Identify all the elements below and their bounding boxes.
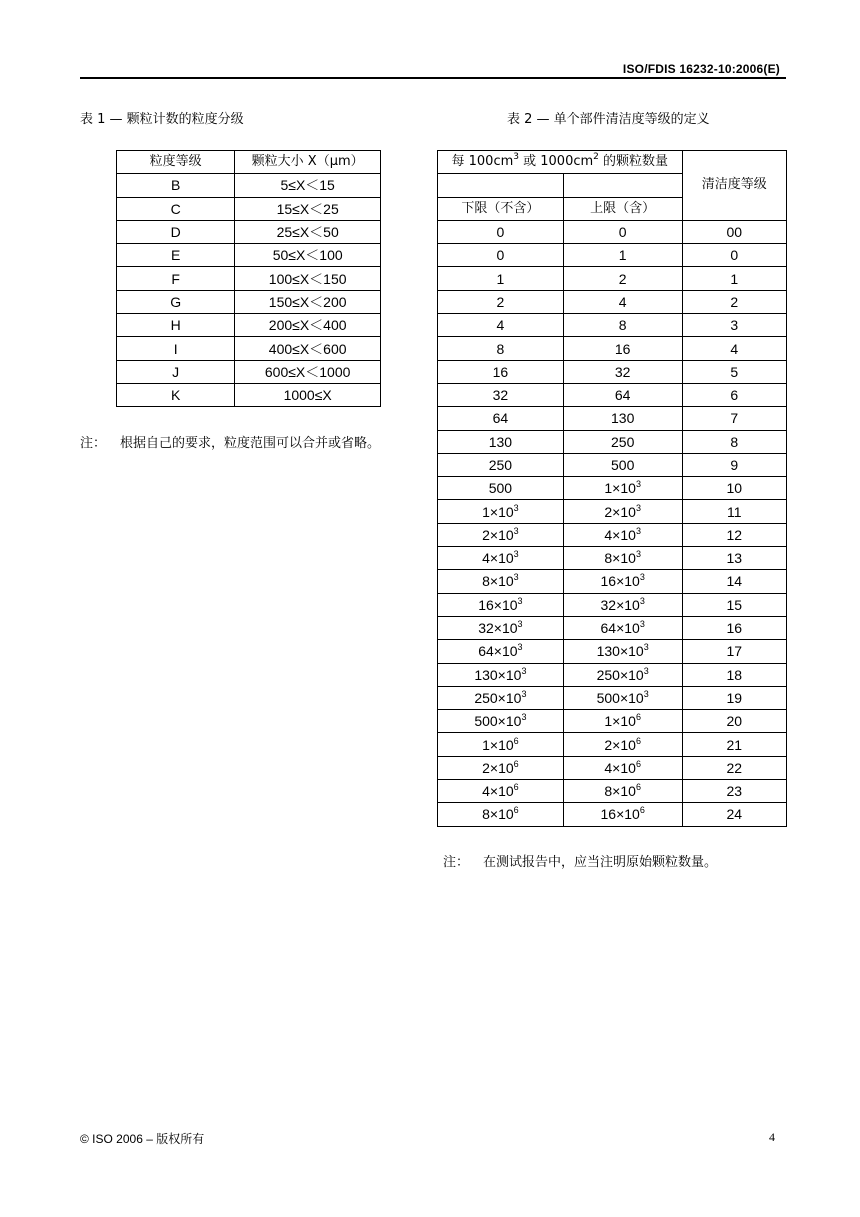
upper-limit-cell bbox=[563, 453, 682, 476]
table2-note-label: 注： bbox=[443, 855, 470, 870]
lower-limit-cell-value: 500 bbox=[488, 480, 513, 497]
table-row bbox=[117, 174, 381, 197]
lower-limit-cell-value: 16 bbox=[492, 363, 509, 380]
upper-limit-cell-exponent: 6 bbox=[635, 782, 641, 793]
cleanliness-level-cell-value: 13 bbox=[726, 550, 743, 567]
lower-limit-cell-exponent: 3 bbox=[517, 595, 523, 606]
upper-limit-cell-exponent: 6 bbox=[639, 805, 645, 816]
lower-limit-cell-value: 1 bbox=[496, 270, 505, 287]
size-class-cell: B bbox=[117, 174, 235, 197]
cleanliness-level-cell bbox=[682, 686, 786, 709]
cleanliness-level-cell bbox=[682, 640, 786, 663]
upper-limit-cell bbox=[563, 593, 682, 616]
upper-limit-cell bbox=[563, 803, 682, 826]
lower-limit-cell-value: 2×10 bbox=[482, 759, 514, 776]
table2-header-lower: 下限（不含） bbox=[438, 197, 564, 220]
table1-note bbox=[80, 432, 380, 451]
lower-limit-cell bbox=[438, 453, 564, 476]
table-row bbox=[438, 500, 787, 523]
lower-limit-cell-value: 4 bbox=[496, 317, 505, 334]
table-row bbox=[117, 197, 381, 220]
lower-limit-cell-value: 32×10 bbox=[478, 620, 518, 637]
count-header-pre: 每 100cm bbox=[451, 154, 514, 170]
lower-limit-cell-value: 500×10 bbox=[474, 713, 522, 730]
cleanliness-level-cell bbox=[682, 663, 786, 686]
table2-header-blank-a bbox=[438, 174, 564, 197]
lower-limit-cell-exponent: 3 bbox=[521, 688, 527, 699]
lower-limit-cell-value: 8×10 bbox=[482, 806, 514, 823]
upper-limit-cell-value: 16×10 bbox=[600, 806, 640, 823]
table-row bbox=[438, 244, 787, 267]
table1-header-class: 粒度等级 bbox=[117, 151, 235, 174]
lower-limit-cell-exponent: 3 bbox=[517, 619, 523, 630]
cleanliness-level-cell-value: 24 bbox=[726, 806, 743, 823]
count-header-mid: 或 1000cm bbox=[519, 154, 594, 170]
cleanliness-level-cell-value: 19 bbox=[726, 689, 743, 706]
cleanliness-level-cell-value: 9 bbox=[730, 457, 739, 473]
table-row bbox=[438, 383, 787, 406]
upper-limit-cell-value: 500 bbox=[611, 457, 635, 473]
lower-limit-cell-value: 1×10 bbox=[482, 736, 514, 753]
lower-limit-cell-exponent: 6 bbox=[513, 782, 519, 793]
upper-limit-cell-value: 8×10 bbox=[604, 783, 636, 800]
cleanliness-level-cell-value: 1 bbox=[730, 270, 739, 287]
table-row bbox=[438, 477, 787, 500]
upper-limit-cell-value: 250 bbox=[611, 433, 635, 450]
lower-limit-cell-value: 4×10 bbox=[482, 783, 514, 800]
size-range-cell: 600≤X＜1000 bbox=[235, 360, 381, 383]
lower-limit-cell bbox=[438, 477, 564, 500]
size-range-cell: 15≤X＜25 bbox=[235, 197, 381, 220]
table-row bbox=[117, 360, 381, 383]
upper-limit-cell-value: 32×10 bbox=[600, 596, 640, 613]
cleanliness-level-cell-value: 8 bbox=[730, 433, 739, 450]
lower-limit-cell bbox=[438, 314, 564, 337]
upper-limit-cell-value: 4×10 bbox=[604, 759, 636, 776]
upper-limit-cell-value: 2×10 bbox=[604, 503, 636, 520]
lower-limit-cell-value: 250×10 bbox=[474, 689, 522, 706]
upper-limit-cell-value: 8 bbox=[618, 317, 627, 334]
upper-limit-cell-value: 8×10 bbox=[604, 550, 636, 567]
upper-limit-cell-value: 64 bbox=[614, 387, 631, 404]
upper-limit-cell bbox=[563, 267, 682, 290]
upper-limit-cell bbox=[563, 663, 682, 686]
upper-limit-cell bbox=[563, 686, 682, 709]
cleanliness-level-cell bbox=[682, 477, 786, 500]
table-row bbox=[438, 267, 787, 290]
upper-limit-cell-value: 130 bbox=[611, 410, 635, 427]
upper-limit-cell-exponent: 3 bbox=[639, 595, 645, 606]
upper-limit-cell-exponent: 3 bbox=[639, 619, 645, 630]
table2-header-count bbox=[438, 151, 683, 174]
table-row bbox=[438, 430, 787, 453]
lower-limit-cell-value: 2 bbox=[496, 293, 505, 310]
upper-limit-cell bbox=[563, 314, 682, 337]
upper-limit-cell bbox=[563, 360, 682, 383]
cleanliness-level-cell bbox=[682, 337, 786, 360]
lower-limit-cell bbox=[438, 523, 564, 546]
upper-limit-cell bbox=[563, 500, 682, 523]
upper-limit-cell bbox=[563, 523, 682, 546]
table2-caption: 表 2 — 单个部件清洁度等级的定义 bbox=[507, 112, 710, 127]
lower-limit-cell bbox=[438, 244, 564, 267]
table-row bbox=[438, 453, 787, 476]
upper-limit-cell-exponent: 3 bbox=[643, 642, 649, 653]
upper-limit-cell bbox=[563, 640, 682, 663]
lower-limit-cell bbox=[438, 267, 564, 290]
upper-limit-cell bbox=[563, 756, 682, 779]
upper-limit-cell-value: 130×10 bbox=[596, 643, 644, 660]
upper-limit-cell-value: 16 bbox=[614, 340, 631, 357]
lower-limit-cell-exponent: 6 bbox=[513, 805, 519, 816]
upper-limit-cell-exponent: 3 bbox=[639, 572, 645, 583]
table2-header-row-1 bbox=[438, 151, 787, 174]
cleanliness-level-cell-value: 11 bbox=[727, 503, 742, 520]
cleanliness-level-cell-value: 00 bbox=[726, 224, 743, 241]
size-class-cell: C bbox=[117, 197, 235, 220]
table-row bbox=[117, 220, 381, 243]
cleanliness-level-cell bbox=[682, 710, 786, 733]
table-row bbox=[438, 360, 787, 383]
cleanliness-level-cell bbox=[682, 267, 786, 290]
cleanliness-level-cell bbox=[682, 547, 786, 570]
table-row bbox=[438, 640, 787, 663]
lower-limit-cell bbox=[438, 500, 564, 523]
upper-limit-cell-exponent: 6 bbox=[635, 758, 641, 769]
size-range-cell: 200≤X＜400 bbox=[235, 314, 381, 337]
upper-limit-cell-exponent: 3 bbox=[643, 688, 649, 699]
size-class-cell: G bbox=[117, 290, 235, 313]
cleanliness-level-cell-value: 18 bbox=[726, 666, 743, 683]
upper-limit-cell-exponent: 3 bbox=[635, 479, 641, 490]
lower-limit-cell bbox=[438, 337, 564, 360]
lower-limit-cell-value: 1×10 bbox=[482, 503, 514, 520]
table-row bbox=[438, 756, 787, 779]
table-row bbox=[117, 244, 381, 267]
upper-limit-cell-value: 1 bbox=[618, 247, 627, 264]
count-header-post: 的颗粒数量 bbox=[598, 154, 669, 170]
upper-limit-cell bbox=[563, 616, 682, 639]
cleanliness-level-cell bbox=[682, 756, 786, 779]
upper-limit-cell-value: 1×10 bbox=[604, 480, 636, 497]
table-row bbox=[117, 314, 381, 337]
cleanliness-level-cell-value: 6 bbox=[730, 387, 739, 404]
table2-cleanliness-levels bbox=[437, 150, 787, 827]
upper-limit-cell bbox=[563, 477, 682, 500]
lower-limit-cell-value: 130×10 bbox=[474, 666, 522, 683]
count-header-exp1: 3 bbox=[513, 152, 519, 163]
size-range-cell: 5≤X＜15 bbox=[235, 174, 381, 197]
lower-limit-cell bbox=[438, 803, 564, 826]
cleanliness-level-cell-value: 4 bbox=[730, 340, 739, 357]
table-row bbox=[438, 686, 787, 709]
cleanliness-level-cell-value: 17 bbox=[726, 643, 743, 660]
table-row bbox=[438, 780, 787, 803]
cleanliness-level-cell-value: 10 bbox=[726, 480, 743, 497]
cleanliness-level-cell-value: 3 bbox=[730, 317, 739, 334]
table-row bbox=[438, 663, 787, 686]
cleanliness-level-cell bbox=[682, 430, 786, 453]
cleanliness-level-cell-value: 16 bbox=[726, 620, 743, 637]
lower-limit-cell bbox=[438, 616, 564, 639]
upper-limit-cell-value: 32 bbox=[614, 363, 631, 380]
lower-limit-cell-exponent: 3 bbox=[513, 549, 519, 560]
size-range-cell: 50≤X＜100 bbox=[235, 244, 381, 267]
table1-header-size: 颗粒大小 X（μm） bbox=[235, 151, 381, 174]
cleanliness-level-cell bbox=[682, 244, 786, 267]
cleanliness-level-cell-value: 20 bbox=[726, 713, 743, 730]
upper-limit-cell-exponent: 3 bbox=[635, 502, 641, 513]
size-range-cell: 150≤X＜200 bbox=[235, 290, 381, 313]
table-row bbox=[438, 733, 787, 756]
lower-limit-cell-value: 32 bbox=[492, 387, 509, 404]
lower-limit-cell bbox=[438, 570, 564, 593]
cleanliness-level-cell bbox=[682, 616, 786, 639]
lower-limit-cell-exponent: 3 bbox=[513, 572, 519, 583]
table-row bbox=[438, 220, 787, 243]
table-row bbox=[438, 547, 787, 570]
size-class-cell: H bbox=[117, 314, 235, 337]
upper-limit-cell bbox=[563, 244, 682, 267]
lower-limit-cell-value: 64 bbox=[492, 410, 509, 427]
cleanliness-level-cell bbox=[682, 220, 786, 243]
size-range-cell: 100≤X＜150 bbox=[235, 267, 381, 290]
table1-caption: 表 1 — 颗粒计数的粒度分级 bbox=[80, 112, 244, 127]
lower-limit-cell bbox=[438, 733, 564, 756]
lower-limit-cell-exponent: 3 bbox=[513, 502, 519, 513]
table2-note-text: 在测试报告中，应当注明原始颗粒数量。 bbox=[483, 855, 718, 870]
size-class-cell: F bbox=[117, 267, 235, 290]
table-row bbox=[438, 803, 787, 826]
cleanliness-level-cell bbox=[682, 803, 786, 826]
upper-limit-cell bbox=[563, 570, 682, 593]
upper-limit-cell bbox=[563, 337, 682, 360]
lower-limit-cell-value: 4×10 bbox=[482, 550, 514, 567]
cleanliness-level-cell-value: 15 bbox=[726, 596, 743, 613]
upper-limit-cell-value: 4 bbox=[618, 293, 627, 310]
size-range-cell: 400≤X＜600 bbox=[235, 337, 381, 360]
lower-limit-cell bbox=[438, 710, 564, 733]
table-row bbox=[438, 593, 787, 616]
lower-limit-cell bbox=[438, 383, 564, 406]
upper-limit-cell bbox=[563, 290, 682, 313]
upper-limit-cell-value: 0 bbox=[618, 224, 627, 241]
lower-limit-cell-exponent: 3 bbox=[517, 642, 523, 653]
table2-header-upper: 上限（含） bbox=[563, 197, 682, 220]
lower-limit-cell-value: 130 bbox=[488, 433, 513, 450]
upper-limit-cell bbox=[563, 710, 682, 733]
cleanliness-level-cell bbox=[682, 360, 786, 383]
cleanliness-level-cell bbox=[682, 593, 786, 616]
upper-limit-cell-exponent: 3 bbox=[643, 665, 649, 676]
lower-limit-cell-value: 2×10 bbox=[482, 526, 514, 543]
cleanliness-level-cell bbox=[682, 570, 786, 593]
upper-limit-cell-value: 4×10 bbox=[604, 526, 636, 543]
lower-limit-cell-value: 250 bbox=[488, 457, 513, 473]
lower-limit-cell-value: 8 bbox=[496, 340, 505, 357]
lower-limit-cell bbox=[438, 663, 564, 686]
lower-limit-cell bbox=[438, 220, 564, 243]
upper-limit-cell-value: 1×10 bbox=[604, 713, 636, 730]
lower-limit-cell bbox=[438, 407, 564, 430]
upper-limit-cell-value: 2×10 bbox=[604, 736, 636, 753]
table-row bbox=[438, 523, 787, 546]
lower-limit-cell bbox=[438, 686, 564, 709]
lower-limit-cell-exponent: 3 bbox=[521, 665, 527, 676]
upper-limit-cell-value: 16×10 bbox=[600, 573, 640, 590]
table-row bbox=[438, 407, 787, 430]
upper-limit-cell-value: 250×10 bbox=[596, 666, 644, 683]
lower-limit-cell-value: 16×10 bbox=[478, 596, 518, 613]
size-class-cell: J bbox=[117, 360, 235, 383]
upper-limit-cell-value: 500×10 bbox=[596, 689, 644, 706]
size-class-cell: D bbox=[117, 220, 235, 243]
lower-limit-cell bbox=[438, 290, 564, 313]
size-class-cell: K bbox=[117, 383, 235, 406]
cleanliness-level-cell-value: 23 bbox=[726, 783, 743, 800]
cleanliness-level-cell bbox=[682, 780, 786, 803]
cleanliness-level-cell bbox=[682, 500, 786, 523]
upper-limit-cell-exponent: 3 bbox=[635, 549, 641, 560]
table2-note bbox=[443, 851, 717, 870]
table-row bbox=[438, 314, 787, 337]
lower-limit-cell-exponent: 3 bbox=[521, 712, 527, 723]
table1-note-label: 注： bbox=[80, 436, 107, 451]
upper-limit-cell bbox=[563, 547, 682, 570]
cleanliness-level-cell bbox=[682, 453, 786, 476]
cleanliness-level-cell bbox=[682, 407, 786, 430]
upper-limit-cell bbox=[563, 220, 682, 243]
table1-header-row bbox=[117, 151, 381, 174]
upper-limit-cell bbox=[563, 430, 682, 453]
document-id: ISO/FDIS 16232-10:2006(E) bbox=[622, 62, 780, 76]
upper-limit-cell-exponent: 6 bbox=[635, 735, 641, 746]
table-row bbox=[438, 710, 787, 733]
upper-limit-cell-exponent: 6 bbox=[635, 712, 641, 723]
lower-limit-cell bbox=[438, 780, 564, 803]
lower-limit-cell bbox=[438, 640, 564, 663]
upper-limit-cell bbox=[563, 733, 682, 756]
table-row bbox=[117, 267, 381, 290]
cleanliness-level-cell-value: 14 bbox=[726, 573, 743, 590]
lower-limit-cell-value: 0 bbox=[496, 247, 505, 264]
cleanliness-level-cell-value: 22 bbox=[726, 759, 743, 776]
table-row bbox=[117, 383, 381, 406]
upper-limit-cell-exponent: 3 bbox=[635, 525, 641, 536]
cleanliness-level-cell-value: 12 bbox=[726, 526, 743, 543]
lower-limit-cell bbox=[438, 593, 564, 616]
lower-limit-cell bbox=[438, 756, 564, 779]
table-row bbox=[438, 337, 787, 360]
lower-limit-cell-exponent: 6 bbox=[513, 735, 519, 746]
cleanliness-level-cell bbox=[682, 733, 786, 756]
table-row bbox=[117, 290, 381, 313]
size-range-cell: 1000≤X bbox=[235, 383, 381, 406]
lower-limit-cell-exponent: 3 bbox=[513, 525, 519, 536]
size-class-cell: E bbox=[117, 244, 235, 267]
table2-header-blank-b bbox=[563, 174, 682, 197]
upper-limit-cell-value: 64×10 bbox=[600, 620, 640, 637]
page-number: 4 bbox=[769, 1130, 775, 1144]
cleanliness-level-cell-value: 21 bbox=[726, 736, 743, 753]
cleanliness-level-cell bbox=[682, 290, 786, 313]
table-row bbox=[438, 616, 787, 639]
table1-size-classes bbox=[116, 150, 381, 407]
lower-limit-cell bbox=[438, 360, 564, 383]
upper-limit-cell bbox=[563, 407, 682, 430]
upper-limit-cell bbox=[563, 780, 682, 803]
table-row bbox=[438, 290, 787, 313]
cleanliness-level-cell-value: 2 bbox=[730, 293, 739, 310]
cleanliness-level-cell bbox=[682, 314, 786, 337]
cleanliness-level-cell bbox=[682, 523, 786, 546]
table-row bbox=[438, 570, 787, 593]
lower-limit-cell-value: 64×10 bbox=[478, 643, 518, 660]
lower-limit-cell-value: 0 bbox=[496, 224, 505, 241]
upper-limit-cell bbox=[563, 383, 682, 406]
table1-note-text: 根据自己的要求，粒度范围可以合并或省略。 bbox=[120, 436, 381, 451]
header-rule bbox=[80, 77, 786, 79]
table2-header-class: 清洁度等级 bbox=[682, 151, 786, 221]
cleanliness-level-cell-value: 0 bbox=[730, 247, 739, 264]
count-header-exp2: 2 bbox=[593, 152, 599, 163]
lower-limit-cell-exponent: 6 bbox=[513, 758, 519, 769]
upper-limit-cell-value: 2 bbox=[618, 270, 627, 287]
lower-limit-cell bbox=[438, 430, 564, 453]
footer-copyright: © ISO 2006 – 版权所有 bbox=[80, 1132, 205, 1146]
size-range-cell: 25≤X＜50 bbox=[235, 220, 381, 243]
table-row bbox=[117, 337, 381, 360]
lower-limit-cell bbox=[438, 547, 564, 570]
cleanliness-level-cell-value: 7 bbox=[730, 410, 739, 427]
size-class-cell: I bbox=[117, 337, 235, 360]
lower-limit-cell-value: 8×10 bbox=[482, 573, 514, 590]
cleanliness-level-cell bbox=[682, 383, 786, 406]
cleanliness-level-cell-value: 5 bbox=[730, 363, 739, 380]
